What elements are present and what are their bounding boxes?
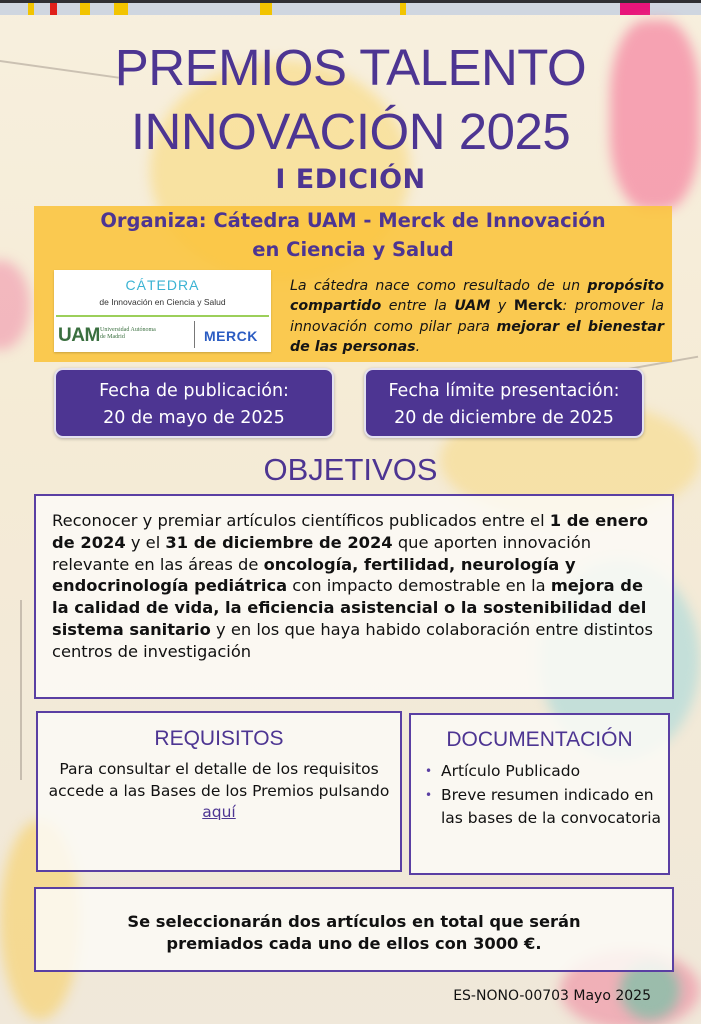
prize-line-2: premiados cada uno de ellos con 3000 €. bbox=[166, 934, 542, 953]
bullet-icon: • bbox=[425, 787, 433, 802]
publication-date-label: Fecha de publicación: bbox=[99, 381, 289, 401]
documentation-heading: DOCUMENTACIÓN bbox=[446, 728, 633, 751]
objectives-text bbox=[52, 510, 662, 663]
uam-name bbox=[100, 327, 156, 341]
requirements-heading: REQUISITOS bbox=[154, 727, 284, 750]
publication-date-value: 20 de mayo de 2025 bbox=[103, 408, 285, 428]
catedra-intro-text: La cátedra nace como resultado de un propósito compartido entre la UAM y Merck: promover la innovación como pilar para mejorar el bienestar de las personas. bbox=[290, 278, 664, 355]
objectives-fragment: y el bbox=[125, 532, 166, 552]
documentation-item: • Artículo Publicado bbox=[425, 760, 665, 784]
deadline-date-label: Fecha límite presentación: bbox=[388, 381, 620, 401]
logo-heading: CÁTEDRA bbox=[125, 277, 200, 293]
objectives-fragment: y en los que haya habido colaboración entre distintos centros de investigación bbox=[52, 619, 653, 661]
bases-link[interactable]: aquí bbox=[202, 803, 236, 821]
objectives-fragment: con impacto demostrable en la bbox=[287, 576, 551, 596]
edition-label: I EDICIÓN bbox=[275, 164, 426, 195]
documentation-box bbox=[409, 713, 670, 875]
catedra-logo bbox=[54, 270, 271, 352]
organizer-title bbox=[34, 206, 672, 264]
deadline-date-value: 20 de diciembre de 2025 bbox=[394, 408, 614, 428]
objectives-fragment: Reconocer y premiar artículos científicos publicados entre el bbox=[52, 511, 550, 530]
organizer-title-line-2: en Ciencia y Salud bbox=[252, 238, 454, 261]
objectives-highlight: 31 de diciembre de 2024 bbox=[165, 532, 393, 552]
uam-name-line-1: Universidad Autónoma bbox=[100, 327, 156, 333]
logo-separator bbox=[194, 321, 195, 348]
organizer-title-line-1: Organiza: Cátedra UAM - Merck de Innovación bbox=[100, 209, 606, 232]
objectives-heading: OBJETIVOS bbox=[263, 452, 438, 487]
uam-name-line-2: de Madrid bbox=[100, 334, 125, 340]
logo-subheading: de Innovación en Ciencia y Salud bbox=[99, 297, 226, 307]
deadline-date-box bbox=[364, 368, 644, 438]
document-code: ES-NONO-00703 Mayo 2025 bbox=[453, 988, 651, 1004]
publication-date-box bbox=[54, 368, 334, 438]
prize-line-1: Se seleccionarán dos artículos en total que serán bbox=[127, 912, 581, 931]
objectives-highlight: mejora de la calidad de vida, la eficiencia asistencial o la sostenibilidad del sistema sanitario bbox=[52, 576, 647, 639]
title-line-1: PREMIOS TALENTO bbox=[114, 39, 587, 96]
documentation-item: • Breve resumen indicado en las bases de la convocatoria bbox=[425, 785, 662, 827]
objectives-box bbox=[34, 494, 674, 699]
objectives-highlight: 1 de enero de 2024 bbox=[52, 511, 649, 552]
prize-text bbox=[36, 911, 672, 955]
uam-logo-icon: UAM bbox=[58, 325, 100, 346]
bullet-icon: • bbox=[425, 764, 433, 778]
merck-logo-icon: MERCK bbox=[204, 328, 258, 344]
objectives-fragment: que aporten innovación relevante en las áreas de bbox=[52, 532, 592, 574]
logo-divider bbox=[56, 315, 269, 317]
prize-box bbox=[34, 887, 674, 972]
documentation-list bbox=[425, 760, 665, 831]
objectives-highlight: oncología, fertilidad, neurología y endocrinología pediátrica bbox=[52, 554, 576, 596]
title-line-2: INNOVACIÓN 2025 bbox=[130, 103, 571, 160]
requirements-box bbox=[36, 711, 402, 872]
requirements-text: Para consultar el detalle de los requisitos accede a las Bases de los Premios pulsando aquí bbox=[48, 760, 390, 821]
